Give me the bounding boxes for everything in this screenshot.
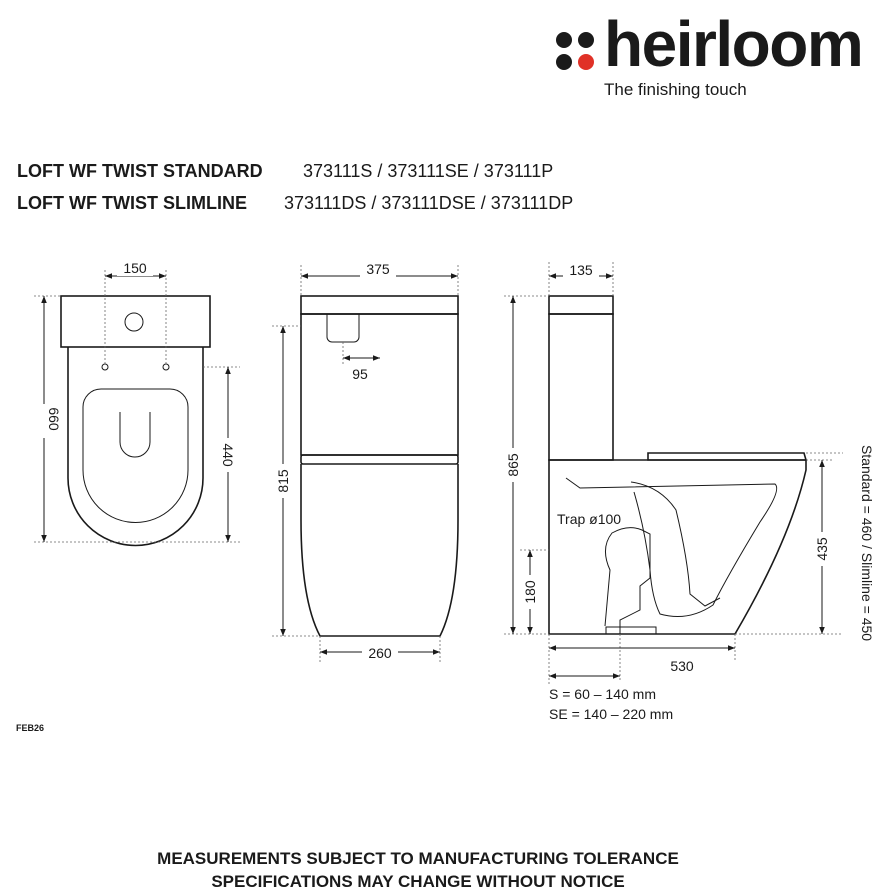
document-code: FEB26 bbox=[16, 723, 45, 733]
notice-tolerance: MEASUREMENTS SUBJECT TO MANUFACTURING TOLERANCE bbox=[157, 849, 679, 868]
side-view-lid bbox=[549, 296, 613, 314]
side-view-bowl-outline bbox=[566, 478, 777, 617]
top-view-cistern bbox=[61, 296, 210, 347]
brand-tagline: The finishing touch bbox=[604, 80, 747, 99]
side-view-trap-outlet bbox=[606, 627, 656, 634]
dim-label-base-width: 260 bbox=[368, 645, 392, 661]
dim-label-cistern-depth: 135 bbox=[569, 262, 593, 278]
side-view-seat bbox=[648, 453, 806, 460]
dim-label-inlet-spacing: 150 bbox=[123, 260, 147, 276]
brand-name: heirloom bbox=[604, 8, 863, 80]
set-out-se: SE = 140 – 220 mm bbox=[549, 706, 674, 722]
dim-label-bowl-height: 435 bbox=[814, 537, 830, 561]
dim-label-width: 375 bbox=[366, 261, 390, 277]
side-view bbox=[504, 262, 875, 722]
set-out-s: S = 60 – 140 mm bbox=[549, 686, 657, 702]
dim-label-base-length: 530 bbox=[670, 658, 694, 674]
trap-label: Trap ø100 bbox=[557, 511, 622, 527]
notice-specifications: SPECIFICATIONS MAY CHANGE WITHOUT NOTICE bbox=[211, 872, 625, 891]
front-view-cistern bbox=[301, 314, 458, 455]
dim-label-height: 815 bbox=[275, 469, 291, 493]
product-name: LOFT WF TWIST SLIMLINE bbox=[17, 193, 247, 213]
top-view bbox=[34, 260, 240, 546]
product-name: LOFT WF TWIST STANDARD bbox=[17, 161, 263, 181]
dim-label-seat-height: Standard = 460 / Slimline = 450 bbox=[859, 444, 875, 642]
front-view bbox=[272, 261, 458, 662]
product-codes: 373111DS / 373111DSE / 373111DP bbox=[284, 193, 574, 213]
dim-label-trap-height: 180 bbox=[522, 580, 538, 604]
top-view-button-hole bbox=[125, 313, 143, 331]
top-view-bowl bbox=[68, 347, 203, 546]
product-codes: 373111S / 373111SE / 373111P bbox=[303, 161, 554, 181]
front-view-pan bbox=[301, 464, 458, 636]
front-view-button bbox=[327, 314, 359, 342]
dim-label-overall-height: 865 bbox=[505, 453, 521, 477]
dim-label-button-offset: 95 bbox=[352, 366, 368, 382]
front-view-seat bbox=[301, 455, 458, 464]
side-view-cistern bbox=[549, 314, 613, 460]
top-view-inlet-right bbox=[163, 364, 169, 370]
top-view-inlet-left bbox=[102, 364, 108, 370]
dim-label-overall-depth: 660 bbox=[46, 407, 62, 431]
front-view-lid bbox=[301, 296, 458, 314]
side-view-bowl-inner bbox=[631, 482, 720, 606]
top-view-seat bbox=[83, 389, 188, 523]
side-view-trap bbox=[605, 528, 650, 634]
top-view-seat-recess bbox=[120, 412, 150, 457]
dim-label-bowl-depth: 440 bbox=[220, 443, 236, 467]
